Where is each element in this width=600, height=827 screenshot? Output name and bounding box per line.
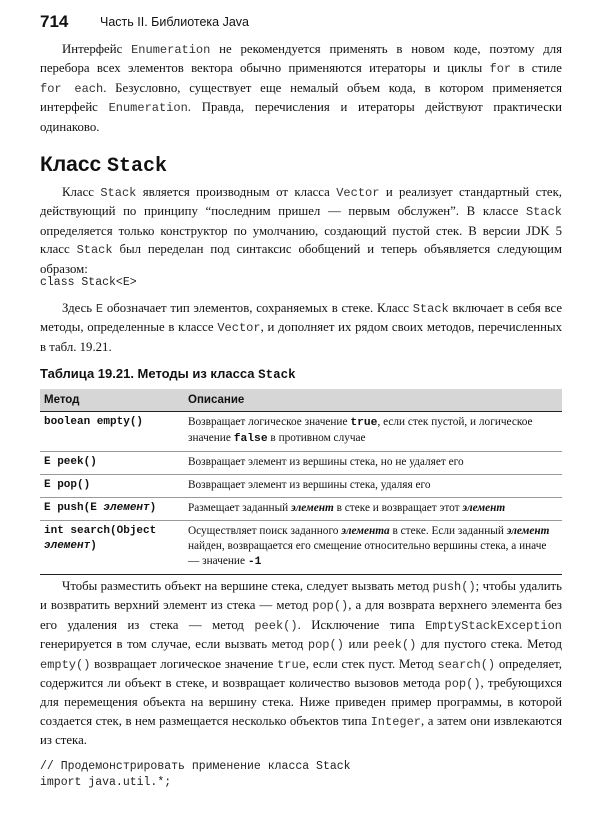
description-cell: Возвращает элемент из вершины стека, но не удаляет его <box>184 452 562 475</box>
description-cell: Осуществляет поиск заданного элемента в стеке. Если заданный элемент найден, возвращается его смещение относительно вершины стека, а иначе — значение -1 <box>184 521 562 575</box>
description-cell: Возвращает элемент из вершины стека, удаляя его <box>184 475 562 498</box>
class-declaration: class Stack<E> <box>40 276 137 289</box>
method-cell: int search(Object элемент) <box>40 521 184 575</box>
description-cell: Размещает заданный элемент в стеке и возвращает этот элемент <box>184 498 562 521</box>
method-cell: E peek() <box>40 452 184 475</box>
code-comment-line: // Продемонстрировать применение класса Stack <box>40 760 351 773</box>
column-method: Метод <box>40 389 184 412</box>
table-row <box>40 498 562 521</box>
method-cell: E pop() <box>40 475 184 498</box>
type-paragraph: Здесь E обозначает тип элементов, сохраняемых в стеке. Класс Stack включает в себя все методы, определенные в классе Vector, и дополняет их рядом своих методов, перечисленных в табл. 19.21. <box>40 301 563 354</box>
section-heading: Класс Stack <box>40 153 168 178</box>
methods-table <box>40 389 562 575</box>
page-number: 714 <box>40 12 69 31</box>
methods-paragraph: Чтобы разместить объект на вершине стека, следует вызвать метод push(); чтобы удалить и возвратить верхний элемент из стека — метод pop(), а для возврата верхнего элемента без его удаления из стека — метод peek(). Исключение типа EmptyStackException генерируется в том случае, если вызвать метод pop() или peek() для пустого стека. Метод empty() возвращает логическое значение true, если стек пуст. Метод search() определяет, содержится ли объект в стеке, и возвращает количество вызовов метода pop(), требующихся для перемещения объекта на вершину стека. Ниже приведен пример программы, в которой создается стек, в нем размещается несколько объектов типа Integer, а затем они извлекаются из стека. <box>40 579 562 748</box>
table-row <box>40 475 562 498</box>
method-cell: boolean empty() <box>40 412 184 452</box>
table-caption: Таблица 19.21. Методы из класса Stack <box>40 366 296 382</box>
code-import-line: import java.util.*; <box>40 776 172 789</box>
running-header: Часть II. Библиотека Java <box>100 15 249 29</box>
table-header-row <box>40 389 562 412</box>
column-description: Описание <box>184 389 562 412</box>
intro-paragraph: Интерфейс Enumeration не рекомендуется применять в новом коде, поэтому для перебора всех элементов вектора обычно применяются итераторы и циклы for в стиле for each. Безусловно, существует еще немалый объем кода, в котором применяется интерфейс Enumeration. Правда, перечисления и итераторы действуют практически одинаково. <box>40 42 563 134</box>
method-cell: E push(E элемент) <box>40 498 184 521</box>
table-row <box>40 521 562 575</box>
stack-paragraph: Класс Stack является производным от класса Vector и реализует стандартный стек, действующий по принципу “последним пришел — первым обслужен”. В классе Stack определяется только конструктор по умолчанию, создающий пустой стек. В версии JDK 5 класс Stack был переделан под синтаксис обобщений и теперь объявляется следующим образом: <box>40 185 563 276</box>
description-cell: Возвращает логическое значение true, если стек пустой, и логическое значение false в противном случае <box>184 412 562 452</box>
table-row <box>40 412 562 452</box>
table-row <box>40 452 562 475</box>
